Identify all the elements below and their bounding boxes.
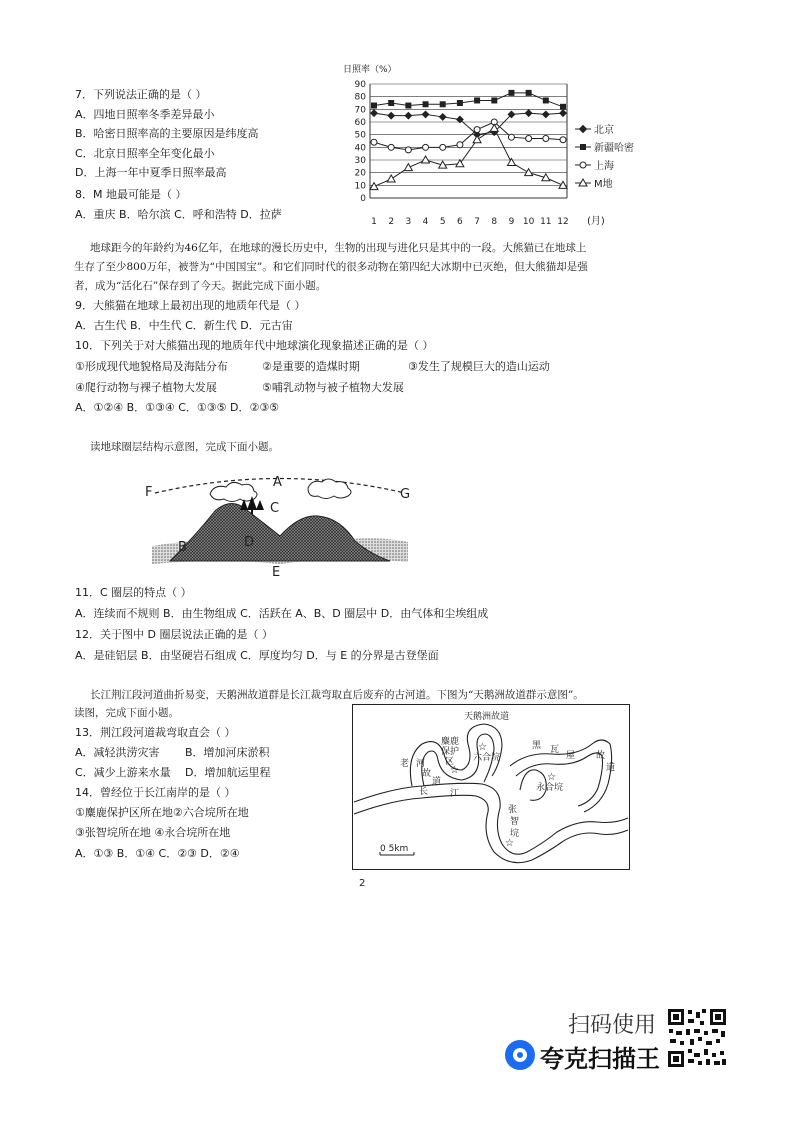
star-icon-liuhe bbox=[478, 742, 487, 753]
map-lao: 老 bbox=[400, 759, 410, 769]
q12-options: A．是硅铝层 B．由坚硬岩石组成 C．厚度均匀 D．与 E 的分界是古登堡面 bbox=[75, 649, 439, 662]
cloud-left bbox=[210, 482, 257, 501]
x-tick-label: 12 bbox=[557, 217, 569, 227]
star-icon-yonghe bbox=[547, 772, 556, 783]
q13-stem: 13．荆江段河道裁弯取直会（ ） bbox=[75, 726, 236, 739]
data-point bbox=[559, 181, 567, 188]
chart-legend bbox=[575, 123, 634, 190]
data-point bbox=[370, 183, 378, 190]
x-tick-label: 4 bbox=[422, 217, 429, 227]
svg-text:上海: 上海 bbox=[594, 161, 614, 172]
data-point bbox=[507, 159, 515, 166]
passage3-line2: 读图，完成下面小题。 bbox=[74, 707, 179, 719]
map-gu: 故 bbox=[422, 769, 432, 779]
y-tick-label: 80 bbox=[354, 92, 366, 103]
label-a: A bbox=[273, 475, 282, 490]
x-tick-label: 8 bbox=[491, 217, 498, 227]
sunshine-rate-chart bbox=[335, 62, 675, 232]
y-tick-label: 20 bbox=[354, 168, 366, 179]
map-milu-1: 麋鹿 bbox=[441, 737, 460, 747]
data-point bbox=[457, 142, 463, 148]
svg-text:☆: ☆ bbox=[478, 742, 487, 753]
data-point bbox=[423, 144, 429, 150]
q10-options: A．①②④ B．①③④ C．①③⑤ D．②③⑤ bbox=[75, 401, 280, 414]
label-c: C bbox=[270, 501, 280, 516]
map-hei: 黑 bbox=[532, 741, 542, 751]
data-point bbox=[508, 90, 514, 96]
series-line bbox=[374, 122, 563, 150]
q9-stem: 9．大熊猫在地球上最初出现的地质年代是（ ） bbox=[75, 299, 306, 312]
q9-options: A．古生代 B．中生代 C．新生代 D．元古宙 bbox=[75, 319, 293, 332]
data-point bbox=[525, 169, 533, 176]
svg-text:☆: ☆ bbox=[505, 838, 514, 849]
svg-text:☆: ☆ bbox=[450, 765, 459, 776]
data-point bbox=[542, 110, 550, 118]
passage1-line3: 者，成为“活化石”保存到了今天。据此完成下面小题。 bbox=[74, 280, 327, 292]
data-point bbox=[440, 101, 446, 107]
data-point bbox=[423, 101, 429, 107]
data-point bbox=[526, 90, 532, 96]
x-tick-label: 2 bbox=[388, 217, 395, 227]
data-point bbox=[404, 164, 412, 171]
map-title: 天鹅洲故道 bbox=[464, 712, 510, 722]
data-point bbox=[559, 109, 567, 117]
passage1-line1: 地球距今的年龄约为46亿年，在地球的漫长历史中，生物的出现与进化只是其中的一段。大熊猫已在地球上 bbox=[90, 242, 587, 254]
tianezhou-map bbox=[352, 704, 630, 870]
y-tick-label: 70 bbox=[354, 105, 366, 116]
map-dao: 道 bbox=[432, 777, 442, 787]
data-point bbox=[405, 103, 411, 109]
label-e: E bbox=[272, 565, 281, 580]
data-point bbox=[491, 97, 497, 103]
map-milu-3: 区 bbox=[445, 757, 455, 767]
data-point bbox=[371, 103, 377, 109]
x-tick-label: 11 bbox=[540, 217, 552, 227]
label-g: G bbox=[400, 487, 411, 502]
qr-code-icon[interactable] bbox=[666, 1007, 728, 1069]
star-icon-zhangzhi bbox=[505, 838, 514, 849]
data-point bbox=[387, 175, 395, 182]
earth-sphere-diagram bbox=[140, 466, 430, 581]
q7-option-a: A．四地日照率冬季差异最小 bbox=[75, 108, 215, 121]
map-dao2: 道 bbox=[606, 763, 616, 773]
data-point bbox=[525, 109, 533, 117]
q11-options: A．连续而不规则 B．由生物组成 C．活跃在 A、B、D 圈层中 D．由气体和尘埃组成 bbox=[75, 607, 489, 620]
map-scale-label: 0 5km bbox=[380, 844, 409, 854]
map-chang: 长 bbox=[419, 787, 429, 797]
data-point bbox=[474, 97, 480, 103]
q10-item2: ②是重要的造煤时期 bbox=[262, 360, 360, 373]
q13-option-b: B．增加河床淤积 bbox=[185, 746, 270, 759]
data-point bbox=[543, 97, 549, 103]
data-point bbox=[422, 110, 430, 118]
q7-option-b: B．哈密日照率高的主要原因是纬度高 bbox=[75, 127, 259, 140]
q11-stem: 11．C 圈层的特点（ ） bbox=[75, 586, 192, 599]
data-point bbox=[456, 160, 464, 167]
data-point bbox=[474, 127, 480, 133]
q7-option-c: C．北京日照率全年变化最小 bbox=[75, 147, 215, 160]
y-tick-label: 0 bbox=[360, 194, 366, 204]
q14-line2: ③张智垸所在地 ④永合垸所在地 bbox=[75, 826, 231, 839]
series-1 bbox=[371, 90, 566, 110]
q10-item4: ④爬行动物与裸子植物大发展 bbox=[75, 381, 217, 394]
legend-item-beijing bbox=[575, 123, 614, 136]
q14-stem: 14．曾经位于长江南岸的是（ ） bbox=[75, 786, 236, 799]
svg-text:北京: 北京 bbox=[594, 125, 614, 136]
map-gu2: 故 bbox=[596, 751, 606, 761]
x-tick-label: 1 bbox=[371, 217, 377, 227]
label-b: B bbox=[178, 540, 187, 555]
map-liuhe: 六合垸 bbox=[473, 753, 501, 763]
map-zhang: 张 bbox=[508, 805, 518, 815]
passage3-line1: 长江荆江段河道曲折易变，天鹅洲故道群是长江裁弯取直后废弃的古河道。下图为“天鹅洲故道群示意图”。 bbox=[90, 689, 584, 701]
y-tick-label: 50 bbox=[354, 130, 366, 141]
series-2 bbox=[371, 119, 566, 153]
label-d: D bbox=[244, 535, 255, 550]
data-point bbox=[387, 112, 395, 120]
data-point bbox=[405, 147, 411, 153]
q13-option-a: A．减轻洪涝灾害 bbox=[75, 746, 160, 759]
svg-text:M地: M地 bbox=[594, 179, 613, 190]
data-point bbox=[439, 113, 447, 121]
q14-options: A．①③ B．①④ C．②③ D．②④ bbox=[75, 847, 240, 860]
x-tick-label: 6 bbox=[457, 217, 463, 227]
chart-x-unit: (月) bbox=[587, 216, 605, 227]
legend-item-shanghai bbox=[575, 159, 614, 172]
data-point bbox=[371, 139, 377, 145]
y-tick-label: 40 bbox=[354, 143, 366, 154]
map-jiang: 江 bbox=[450, 789, 460, 799]
mountain-range bbox=[170, 504, 390, 562]
x-tick-label: 7 bbox=[474, 217, 480, 227]
data-point bbox=[560, 137, 566, 143]
map-yonghe: 永合垸 bbox=[536, 783, 564, 793]
x-tick-label: 3 bbox=[405, 217, 412, 227]
data-point bbox=[526, 135, 532, 141]
series-3 bbox=[370, 124, 567, 189]
map-yuan: 垸 bbox=[510, 829, 520, 839]
map-wu: 屋 bbox=[566, 751, 576, 761]
data-point bbox=[473, 136, 481, 143]
data-point bbox=[560, 104, 566, 110]
q10-item5: ⑤哺乳动物与被子植物大发展 bbox=[262, 381, 404, 394]
q13-option-d: D．增加航运里程 bbox=[185, 766, 271, 779]
legend-item-m bbox=[575, 177, 613, 190]
data-point bbox=[388, 144, 394, 150]
x-tick-label: 10 bbox=[522, 217, 535, 227]
map-zhi: 智 bbox=[510, 817, 520, 827]
data-point bbox=[543, 135, 549, 141]
data-point bbox=[422, 156, 430, 163]
q10-item3: ③发生了规模巨大的造山运动 bbox=[408, 360, 550, 373]
y-tick-label: 60 bbox=[354, 118, 366, 128]
q8-stem: 8．M 地最可能是（ ） bbox=[75, 188, 187, 201]
data-point bbox=[404, 112, 412, 120]
label-f: F bbox=[145, 485, 153, 500]
page-number: 2 bbox=[359, 878, 366, 889]
data-point bbox=[457, 100, 463, 106]
y-tick-label: 30 bbox=[354, 156, 366, 166]
quark-logo-icon bbox=[505, 1040, 535, 1070]
series-0 bbox=[370, 109, 567, 138]
q10-stem: 10．下列关于对大熊猫出现的地质年代中地球演化现象描述正确的是（ ） bbox=[75, 339, 434, 352]
y-tick-label: 10 bbox=[354, 181, 366, 192]
passage1-line2: 生存了至少800万年，被誉为“中国国宝”。和它们同时代的很多动物在第四纪大冰期中已灭绝，但大熊猫却是强 bbox=[74, 261, 588, 273]
svg-text:☆: ☆ bbox=[547, 772, 556, 783]
data-point bbox=[388, 100, 394, 106]
q7-stem: 7．下列说法正确的是（ ） bbox=[75, 88, 207, 101]
x-tick-label: 9 bbox=[508, 217, 515, 227]
data-point bbox=[508, 134, 514, 140]
map-he: 河 bbox=[416, 759, 426, 769]
passage2: 读地球圈层结构示意图，完成下面小题。 bbox=[90, 441, 279, 453]
series-line bbox=[374, 113, 563, 135]
brand-name: 夸克扫描王 bbox=[540, 1045, 660, 1073]
x-tick-label: 5 bbox=[439, 217, 446, 227]
data-point bbox=[440, 144, 446, 150]
q12-stem: 12．关于图中 D 圈层说法正确的是（ ） bbox=[75, 628, 273, 641]
data-point bbox=[490, 124, 498, 131]
q8-options: A．重庆 B．哈尔滨 C．呼和浩特 D．拉萨 bbox=[75, 208, 282, 221]
q13-option-c: C．减少上游来水量 bbox=[75, 766, 171, 779]
svg-text:新疆哈密: 新疆哈密 bbox=[594, 143, 634, 154]
q10-item1: ①形成现代地貌格局及海陆分布 bbox=[75, 360, 228, 373]
q14-line1: ①麋鹿保护区所在地②六合垸所在地 bbox=[75, 806, 249, 819]
map-milu-2: 保护 bbox=[441, 747, 460, 757]
series-line bbox=[374, 93, 563, 107]
chart-y-title: 日照率（%） bbox=[343, 65, 397, 75]
scan-text: 扫码使用 bbox=[568, 1013, 657, 1038]
legend-item-hami bbox=[575, 141, 634, 154]
y-tick-label: 90 bbox=[354, 80, 366, 90]
data-point bbox=[370, 109, 378, 117]
q7-option-d: D．上海一年中夏季日照率最高 bbox=[75, 166, 227, 179]
map-wa: 瓦 bbox=[550, 745, 560, 755]
